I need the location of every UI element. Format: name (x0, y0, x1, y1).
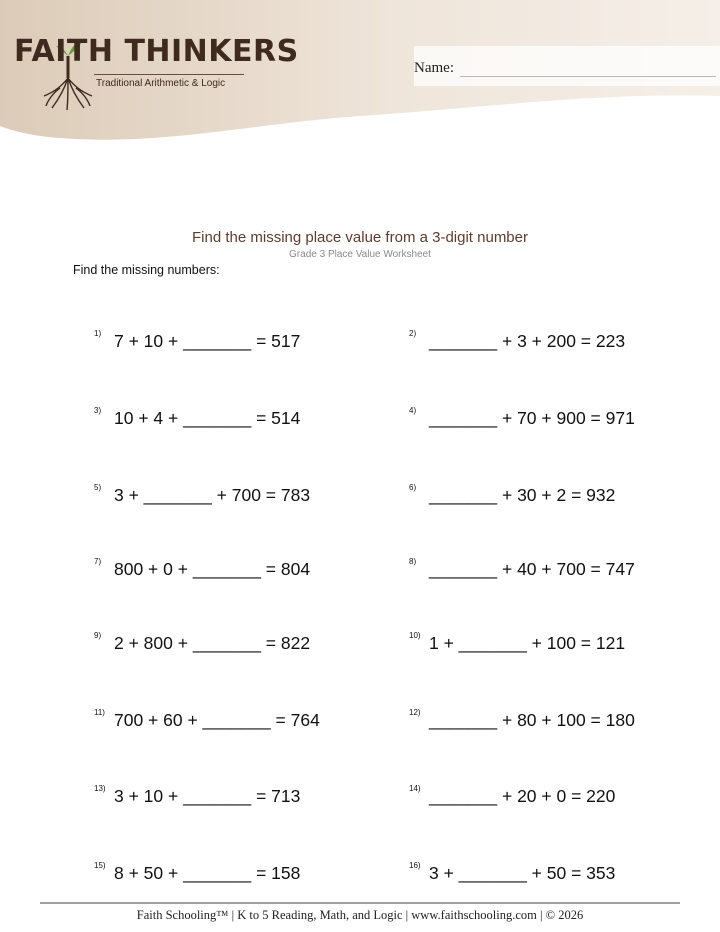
problem-number: 9) (94, 631, 102, 640)
problem-number: 7) (94, 557, 102, 566)
problem-expression: 10 + 4 + _______ = 514 (114, 408, 301, 428)
footer-text: Faith Schooling™ | K to 5 Reading, Math, and Logic | www.faithschooling.com | © 2026 (136, 908, 584, 922)
problem-expression: 7 + 10 + _______ = 517 (114, 331, 301, 351)
problem-expression: 8 + 50 + _______ = 158 (114, 863, 301, 883)
problem-expression: 700 + 60 + _______ = 764 (114, 710, 320, 730)
problem-expression: 2 + 800 + _______ = 822 (114, 633, 311, 653)
brand-tagline: Traditional Arithmetic & Logic (96, 78, 226, 89)
problem-number: 13) (94, 784, 106, 793)
footer-divider (40, 902, 680, 904)
problem-expression: 3 + 10 + _______ = 713 (114, 786, 301, 806)
problem-expression: _______ + 40 + 700 = 747 (429, 559, 635, 579)
name-label: Name: (414, 60, 454, 76)
problem-number: 12) (409, 708, 421, 717)
problem-number: 4) (409, 406, 417, 415)
brand-name: FAITH THINKERS (14, 34, 299, 69)
worksheet-subtitle: Grade 3 Place Value Worksheet (289, 249, 431, 260)
problem-number: 5) (94, 483, 102, 492)
problem-number: 3) (94, 406, 102, 415)
problem-number: 6) (409, 483, 417, 492)
problem-number: 11) (94, 708, 105, 717)
problem-expression: _______ + 3 + 200 = 223 (429, 331, 626, 351)
problem-expression: 3 + _______ + 50 = 353 (429, 863, 616, 883)
problem-expression: _______ + 20 + 0 = 220 (429, 786, 616, 806)
worksheet-title: Find the missing place value from a 3-digit number (192, 229, 528, 246)
problem-expression: 800 + 0 + _______ = 804 (114, 559, 311, 579)
problem-expression: 3 + _______ + 700 = 783 (114, 485, 311, 505)
problem-number: 16) (409, 861, 421, 870)
problem-expression: 1 + _______ + 100 = 121 (429, 633, 626, 653)
problem-expression: _______ + 80 + 100 = 180 (429, 710, 635, 730)
problem-number: 2) (409, 329, 417, 338)
problem-number: 15) (94, 861, 106, 870)
problem-number: 10) (409, 631, 421, 640)
problem-number: 1) (94, 329, 102, 338)
problem-number: 14) (409, 784, 421, 793)
problem-expression: _______ + 30 + 2 = 932 (429, 485, 616, 505)
problem-number: 8) (409, 557, 417, 566)
instructions: Find the missing numbers: (73, 263, 220, 277)
problem-expression: _______ + 70 + 900 = 971 (429, 408, 635, 428)
